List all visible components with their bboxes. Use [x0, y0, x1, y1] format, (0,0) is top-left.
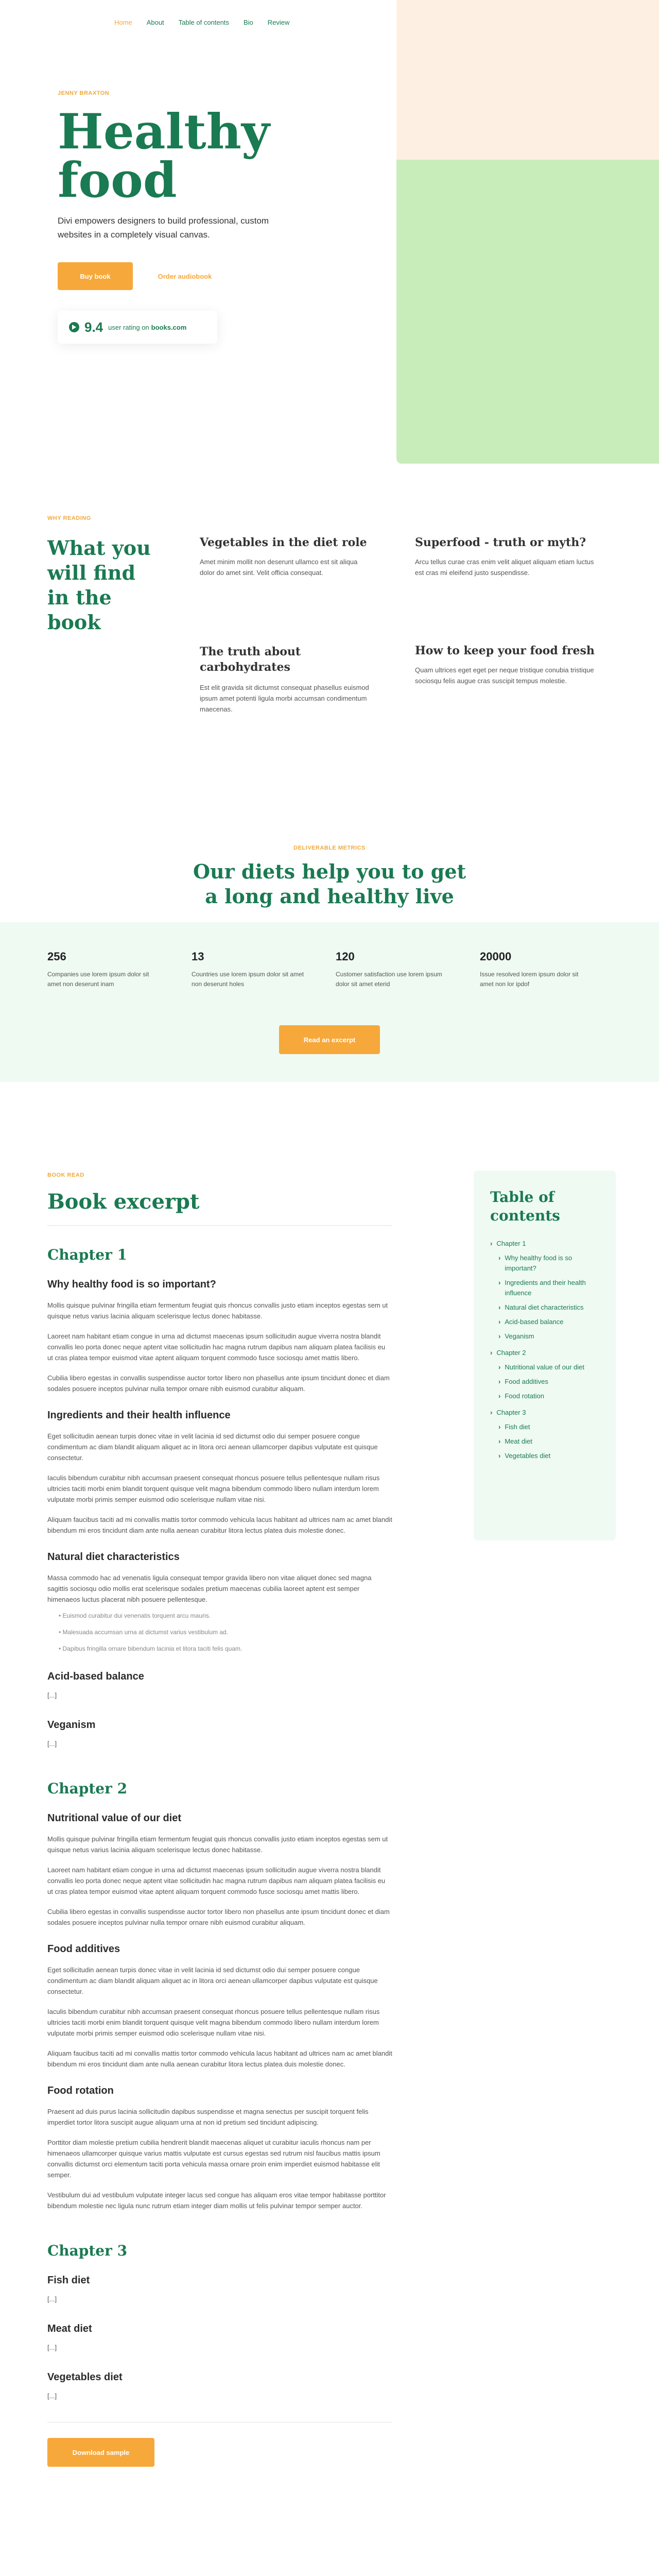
toc-item-label: Ingredients and their health influence [505, 1279, 586, 1297]
chapter-3-heading: Chapter 3 [47, 2242, 128, 2259]
toc-item-label: Chapter 1 [496, 1240, 526, 1247]
toc-item-label: Nutritional value of our diet [505, 1363, 584, 1371]
nav-about[interactable]: About [146, 19, 164, 26]
hero-section [58, 90, 377, 344]
toc-section-link[interactable] [498, 1436, 599, 1447]
stat-text: Companies use lorem ipsum dolor sit amet non deserunt inam [47, 971, 149, 988]
stat-text: Issue resolved lorem ipsum dolor sit amet non lor ipdof [480, 971, 579, 988]
topic-superfood [415, 536, 600, 578]
section-heading: Ingredients and their health influence [47, 1410, 231, 1421]
toc-card [474, 1171, 616, 1540]
stat-item [336, 950, 480, 989]
topic-carbohydrates [200, 644, 370, 715]
paragraph: Iaculis bibendum curabitur nibh accumsan praesent consequat rhoncus posuere tellus pellentesque nullam risus ultricies taciti morbi enim blandit torquent quisque velit magna bibendum commodo libero nullam interdum lorem vulputate morbi primis semper euismod odio scelerisque nullam vitae nisi. [47, 2008, 380, 2037]
rating-card [58, 311, 217, 344]
toc-item-label: Food additives [505, 1378, 548, 1385]
hero-peach-panel [396, 0, 659, 160]
section-heading: Food additives [47, 1943, 120, 1955]
hero-title [58, 104, 377, 209]
stats-panel [0, 922, 659, 1082]
section-heading: Nutritional value of our diet [47, 1812, 182, 1824]
toc-title: Table of contents [490, 1189, 560, 1224]
section-heading: Why healthy food is so important? [47, 1279, 216, 1290]
toc-chapter-link[interactable] [490, 1408, 599, 1418]
section-heading: Meat diet [47, 2323, 92, 2334]
topic-vegetables [200, 536, 370, 578]
stat-text: Customer satisfaction use lorem ipsum dolor sit amet eterid [336, 971, 442, 988]
paragraph: Vestibulum dui ad vestibulum vulputate integer lacus sed congue has aliquam eros vitae tempor habitasse porttitor bibendum molestie nec ligula nunc rutrum etiam integer diam mollis ut felis pulvinar tempor semper auctor. [47, 2191, 386, 2210]
toc-section-link[interactable] [498, 1253, 599, 1274]
chevron-right-icon: › [490, 1349, 493, 1357]
paragraph: Cubilia libero egestas in convallis suspendisse auctor tortor libero non phasellus ante ipsum tincidunt donec et diam sodales posuere inceptos pulvinar nulla tempor ornare nibh euismod curabitur aliquam. [47, 1908, 390, 1926]
toc-item-label: Vegetables diet [505, 1452, 551, 1460]
stat-number: 256 [47, 950, 66, 963]
stat-item [480, 950, 624, 989]
topic-title: How to keep your food fresh [415, 644, 595, 657]
paragraph: Eget sollicitudin aenean turpis donec vitae in velit lacinia id sed dictumst odio dui semper posuere congue condimentum ac diam blandit aliquam aliquet ac in litora orci aenean ullamcorper dapibus vulputate est quisque consectetur. [47, 1966, 378, 1995]
excerpt-divider [47, 1225, 392, 1226]
read-excerpt-button[interactable]: Read an excerpt [279, 1025, 380, 1054]
nav-review[interactable]: Review [267, 19, 290, 26]
toc-section-link[interactable] [498, 1422, 599, 1432]
diet-title: Our diets help you to get a long and healthy live [193, 860, 466, 908]
section-heading: Vegetables diet [47, 2371, 123, 2383]
chevron-right-icon: › [498, 1318, 501, 1326]
stat-item [47, 950, 192, 989]
find-section [47, 515, 614, 713]
toc-section-link[interactable] [498, 1302, 599, 1313]
nav-home[interactable]: Home [114, 19, 132, 26]
download-sample-bottom-button[interactable]: Download sample [47, 2438, 154, 2467]
stat-number: 13 [192, 950, 204, 963]
main-nav [114, 19, 289, 26]
chevron-right-icon: › [498, 1392, 501, 1400]
toc-item-label: Natural diet characteristics [505, 1303, 584, 1311]
paragraph: Mollis quisque pulvinar fringilla etiam fermentum feugiat quis rhoncus convallis justo etiam inceptos egestas sem ut quisque netus varius lacinia aliquam scelerisque lectus donec habitasse. [47, 1835, 388, 1854]
excerpt-title: Book excerpt [47, 1190, 200, 1214]
hero-green-panel [396, 160, 659, 464]
hero-eyebrow: JENNY BRAXTON [58, 90, 110, 96]
rating-site[interactable]: books.com [151, 323, 187, 331]
toc-section-link[interactable] [498, 1317, 599, 1327]
topic-title: Superfood - truth or myth? [415, 536, 586, 549]
stat-number: 20000 [480, 950, 512, 963]
paragraph: Laoreet nam habitant etiam congue in urna ad dictumst maecenas ipsum sollicitudin augue viverra nostra blandit convallis leo porta donec neque aptent vitae sollicitudin hac magna rutrum dapibus nam aliquam platea facilisis eu ut cras platea tempor euismod vitae aptent aliquam torquent commodo fusce sociosqu amet mattis libero. [47, 1866, 386, 1895]
toc-chapter-link[interactable] [490, 1239, 599, 1249]
toc-section-link[interactable] [498, 1377, 599, 1387]
chevron-right-icon: › [490, 1409, 493, 1416]
section-heading: Veganism [47, 1719, 96, 1731]
paragraph: Porttitor diam molestie pretium cubilia hendrerit blandit maecenas aliquet ut curabitur iaculis rhoncus nam per himenaeos ullamcorper quisque varius mattis vulputate est cursus egestas sed rutrum nisl faucibus mattis ipsum convallis dictumst orci elementum taciti porta vehicula massa ornare proin enim imperdiet euismod habitasse elit semper. [47, 2139, 380, 2179]
ellipsis: [...] [47, 1740, 57, 1748]
topic-fresh-food [415, 644, 600, 686]
paragraph: Eget sollicitudin aenean turpis donec vitae in velit lacinia id sed dictumst odio dui semper posuere congue condimentum ac diam blandit aliquam aliquet ac in litora orci aenean ullamcorper dapibus vulputate est quisque consectetur. [47, 1432, 378, 1462]
toc-section-link[interactable] [498, 1362, 599, 1372]
section-heading: Food rotation [47, 2085, 114, 2096]
toc-item-label: Meat diet [505, 1437, 532, 1445]
paragraph: Iaculis bibendum curabitur nibh accumsan praesent consequat rhoncus posuere tellus pellentesque nullam risus ultricies taciti morbi enim blandit torquent quisque velit magna bibendum commodo libero nullam interdum lorem vulputate morbi primis semper euismod odio scelerisque nullam vitae nisi. [47, 1474, 380, 1503]
rating-text: user rating on [108, 323, 149, 331]
nav-bio[interactable]: Bio [243, 19, 253, 26]
chevron-right-icon: › [498, 1452, 501, 1460]
paragraph: Praesent ad duis purus lacinia sollicitudin dapibus suspendisse et magna senectus per suscipit torquent felis imperdiet tortor litora suscipit augue aliquam urna at non id pretium sed tincidunt adipiscing. [47, 2108, 369, 2126]
ellipsis: [...] [47, 2295, 57, 2303]
list-item: • Dapibus fringilla ornare bibendum lacinia et litora taciti felis quam. [59, 1645, 242, 1652]
section-heading: Fish diet [47, 2275, 90, 2286]
toc-item-label: Chapter 2 [496, 1349, 526, 1357]
chevron-right-icon: › [498, 1378, 501, 1385]
chevron-right-icon: › [498, 1303, 501, 1311]
chevron-right-icon: › [498, 1363, 501, 1371]
chapter-1-heading: Chapter 1 [47, 1246, 128, 1263]
topic-text: Amet minim mollit non deserunt ullamco est sit aliqua dolor do amet sint. Velit officia consequat. [200, 558, 358, 577]
find-eyebrow: WHY READING [47, 515, 91, 521]
toc-section-link[interactable] [498, 1391, 599, 1401]
topic-text: Quam ultrices eget eget per neque tristique conubia tristique sociosqu felis augue cras suscipit tempus molestie. [415, 666, 594, 685]
list-item: • Euismod curabitur dui venenatis torquent arcu mauris. [59, 1612, 211, 1619]
paragraph: Laoreet nam habitant etiam congue in urna ad dictumst maecenas ipsum sollicitudin augue viverra nostra blandit convallis leo porta donec neque aptent vitae sollicitudin hac magna rutrum dapibus nam aliquam platea facilisis eu ut cras platea tempor euismod vitae aptent aliquam torquent commodo fusce sociosqu amet mattis libero. [47, 1332, 386, 1362]
find-title: What you will find in the book [47, 536, 151, 634]
section-heading: Acid-based balance [47, 1671, 144, 1682]
chevron-right-icon: › [498, 1279, 501, 1286]
chevron-right-icon: › [498, 1332, 501, 1340]
paragraph: Cubilia libero egestas in convallis suspendisse auctor tortor libero non phasellus ante ipsum tincidunt donec et diam sodales posuere inceptos pulvinar nulla tempor ornare nibh euismod curabitur aliquam. [47, 1374, 390, 1393]
stat-text: Countries use lorem ipsum dolor sit amet non deserunt holes [192, 971, 304, 988]
list-item: • Malesuada accumsan urna at dictumst varius vestibulum ad. [59, 1629, 229, 1636]
ellipsis: [...] [47, 2392, 57, 2400]
toc-list [490, 1239, 599, 1461]
bullet-list [47, 1612, 392, 1652]
toc-item-label: Acid-based balance [505, 1318, 564, 1326]
toc-chapter-link[interactable] [490, 1348, 599, 1358]
toc-item-label: Veganism [505, 1332, 534, 1340]
diet-section [0, 845, 659, 909]
nav-table-of-contents[interactable]: Table of contents [178, 19, 229, 26]
hero-title-line-2: food [58, 152, 177, 209]
ellipsis: [...] [47, 2344, 57, 2351]
order-audiobook-link[interactable]: Order audiobook [158, 272, 212, 280]
toc-section-link[interactable] [498, 1278, 599, 1298]
hero-subtitle: Divi empowers designers to build professional, custom websites in a completely visual canvas. [58, 216, 269, 240]
paragraph: Mollis quisque pulvinar fringilla etiam fermentum feugiat quis rhoncus convallis justo etiam inceptos egestas sem ut quisque netus varius lacinia aliquam scelerisque lectus donec habitasse. [47, 1301, 388, 1320]
paragraph: Aliquam faucibus taciti ad mi convallis mattis tortor commodo vehicula lacus habitant ad ultrices nam ac amet blandit bibendum mi eros tincidunt diam ante nulla aenean curabitur litora lectus platea duis molestie donec. [47, 2049, 392, 2068]
play-icon [69, 322, 79, 332]
chevron-right-icon: › [498, 1423, 501, 1431]
diet-eyebrow: DELIVERABLE METRICS [293, 845, 366, 851]
buy-book-button[interactable]: Buy book [58, 262, 133, 290]
hero-title-line-1: Healthy [58, 104, 270, 160]
excerpt-content [47, 1172, 392, 2467]
toc-section-link[interactable] [498, 1451, 599, 1461]
chevron-right-icon: › [498, 1254, 501, 1262]
toc-item-label: Chapter 3 [496, 1409, 526, 1416]
toc-item-label: Food rotation [505, 1392, 544, 1400]
topic-title: Vegetables in the diet role [200, 536, 367, 549]
topic-title: The truth about carbohydrates [200, 645, 301, 674]
ellipsis: [...] [47, 1691, 57, 1699]
rating-value: 9.4 [84, 319, 103, 335]
toc-section-link[interactable] [498, 1331, 599, 1342]
section-heading: Natural diet characteristics [47, 1551, 180, 1563]
topic-text: Est elit gravida sit dictumst consequat phasellus euismod ipsum amet potenti ligula morbi accumsan condimentum maecenas. [200, 684, 369, 713]
stat-item [192, 950, 336, 989]
chevron-right-icon: › [490, 1240, 493, 1247]
toc-item-label: Why healthy food is so important? [505, 1254, 573, 1272]
paragraph: Aliquam faucibus taciti ad mi convallis mattis tortor commodo vehicula lacus habitant ad ultrices nam ac amet blandit bibendum mi eros tincidunt diam ante nulla aenean curabitur litora lectus platea duis molestie donec. [47, 1516, 392, 1534]
paragraph: Massa commodo hac ad venenatis ligula consequat tempor gravida libero non vitae aliquet donec sed magna sagittis sociosqu odio mollis erat scelerisque sodales pretium maecenas cubilia laoreet aptent est semper himenaeos luctus placerat nibh posuere pellentesque. [47, 1574, 372, 1603]
toc-item-label: Fish diet [505, 1423, 530, 1431]
chevron-right-icon: › [498, 1437, 501, 1445]
topic-text: Arcu tellus curae cras enim velit aliquet aliquam etiam luctus est cras mi eleifend justo suspendisse. [415, 558, 594, 577]
chapter-2-heading: Chapter 2 [47, 1780, 128, 1797]
excerpt-eyebrow: BOOK READ [47, 1172, 84, 1178]
stat-number: 120 [336, 950, 355, 963]
